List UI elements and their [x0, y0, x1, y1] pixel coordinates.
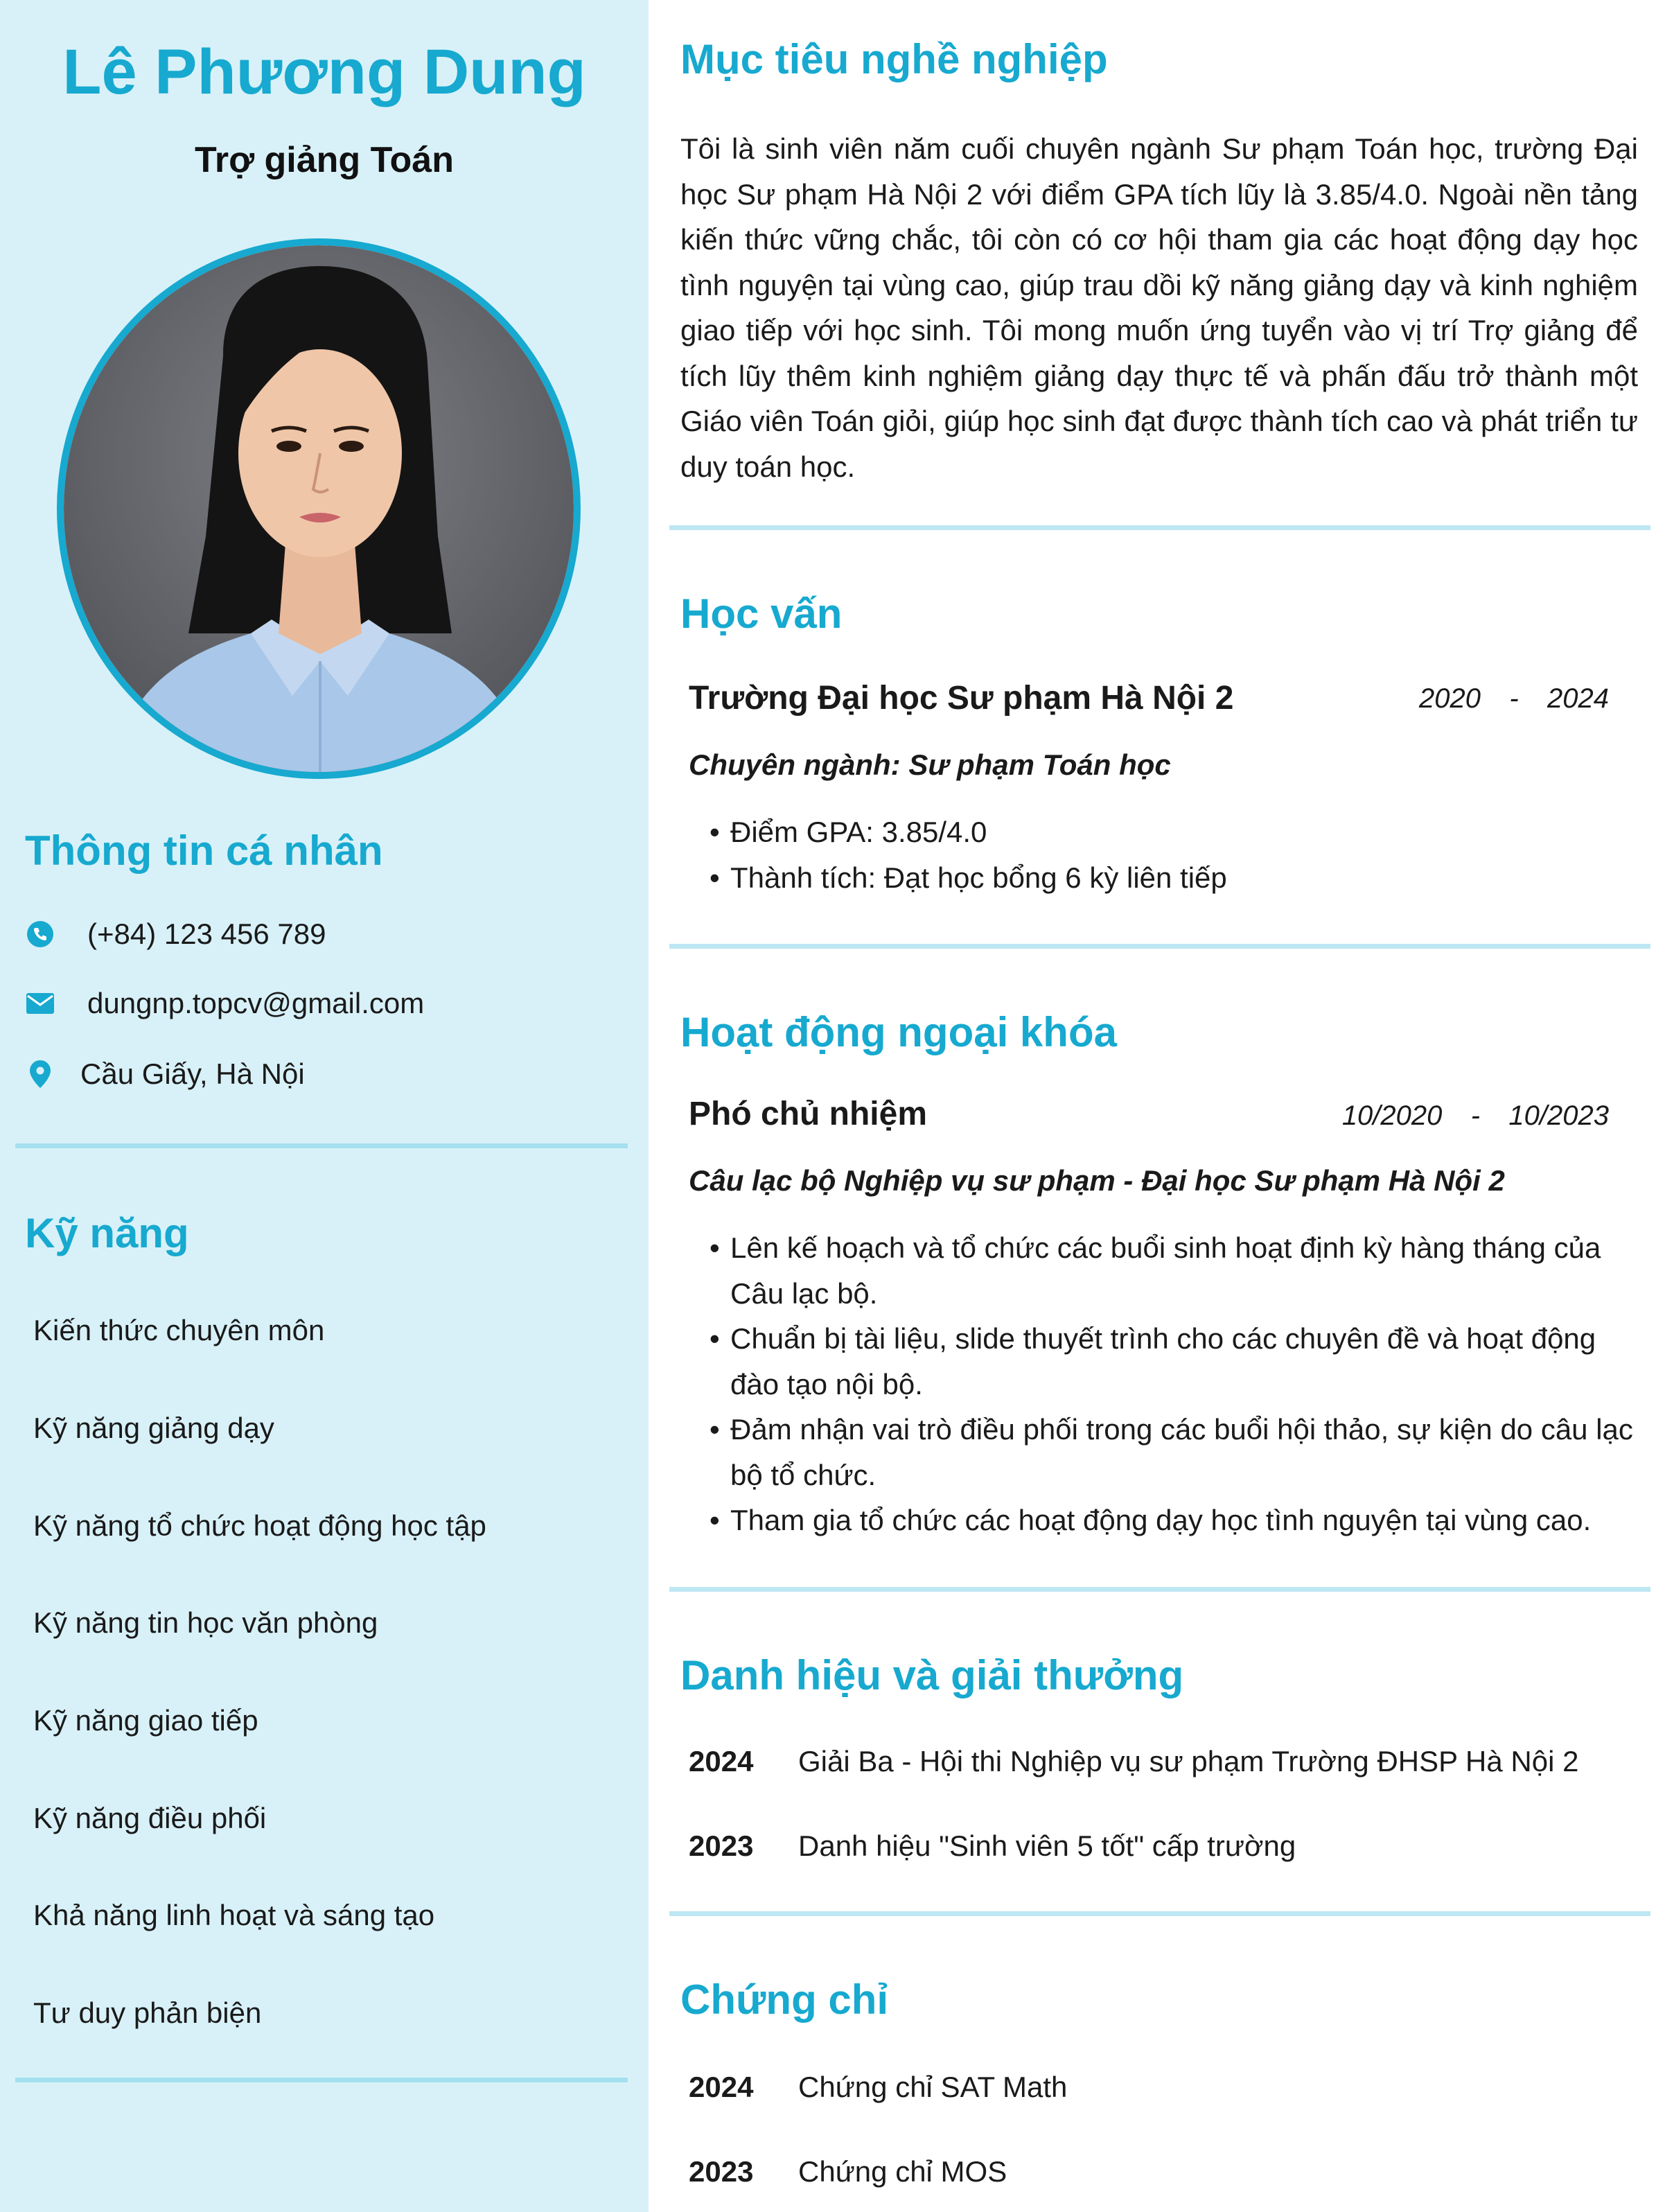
- certificate-year: 2023: [689, 2155, 754, 2188]
- education-end: 2024: [1547, 683, 1609, 714]
- phone-number[interactable]: (+84) 123 456 789: [87, 918, 326, 950]
- activity-start: 10/2020: [1341, 1100, 1443, 1131]
- skill-item: Kỹ năng tổ chức hoạt động học tập: [33, 1509, 486, 1542]
- candidate-name: Lê Phương Dung: [62, 37, 586, 107]
- skill-item: Kỹ năng giao tiếp: [33, 1704, 258, 1737]
- contact-email: [25, 983, 424, 1024]
- sidebar: [0, 0, 649, 2212]
- sidebar-divider: [15, 2078, 628, 2082]
- objective-heading: Mục tiêu nghề nghiệp: [680, 36, 1108, 82]
- section-divider: [669, 525, 1650, 530]
- objective-text: Tôi là sinh viên năm cuối chuyên ngành Sư phạm Toán học, trường Đại học Sư phạm Hà Nội 2 với điểm GPA tích lũy là 3.85/4.0. Ngoài nền tảng kiến thức vững chắc, tôi còn có cơ hội tham gia các hoạt động dạy học tình nguyện tại vùng cao, giúp trau dồi kỹ năng giảng dạy và kinh nghiệm giao tiếp với học sinh. Tôi mong muốn ứng tuyển vào vị trí Trợ giảng để tích lũy thêm kinh nghiệm giảng dạy thực tế và phấn đấu trở thành một Giáo viên Toán giỏi, giúp học sinh đạt được thành tích cao và phát triển tư duy toán học.: [680, 132, 1638, 483]
- award-row: [689, 1824, 1296, 1868]
- skill-item: Khả năng linh hoạt và sáng tạo: [33, 1899, 435, 1931]
- certificate-row: [689, 2150, 1007, 2194]
- address: Cầu Giấy, Hà Nội: [80, 1057, 305, 1090]
- contact-phone: [25, 913, 326, 955]
- section-divider: [669, 1911, 1650, 1916]
- skill-item: Tư duy phản biện: [33, 1996, 262, 2029]
- skill-item: Kỹ năng tin học văn phòng: [33, 1606, 378, 1639]
- list-item: • Lên kế hoạch và tổ chức các buổi sinh hoạt định kỳ hàng tháng của Câu lạc bộ.: [710, 1225, 1638, 1316]
- list-item: • Đảm nhận vai trò điều phối trong các buổi hội thảo, sự kiện do câu lạc bộ tổ chức.: [710, 1407, 1638, 1498]
- list-item: • Chuẩn bị tài liệu, slide thuyết trình cho các chuyên đề và hoạt động đào tạo nội bộ.: [710, 1316, 1638, 1407]
- activity-bullets: [710, 1225, 1638, 1543]
- personal-info-heading: Thông tin cá nhân: [25, 827, 383, 874]
- contact-address: [25, 1053, 305, 1095]
- skill-item: Kiến thức chuyên môn: [33, 1314, 325, 1346]
- award-text: Danh hiệu "Sinh viên 5 tốt" cấp trường: [798, 1829, 1296, 1862]
- date-separator: -: [1509, 683, 1519, 714]
- education-dates: [1419, 678, 1609, 719]
- list-item: • Thành tích: Đạt học bổng 6 kỳ liên tiếp: [710, 855, 1638, 901]
- skills-heading: Kỹ năng: [25, 1210, 189, 1256]
- activity-end: 10/2023: [1508, 1100, 1609, 1131]
- portrait-image: [64, 245, 574, 772]
- section-divider: [669, 1587, 1650, 1592]
- sidebar-divider: [15, 1143, 628, 1148]
- certificate-text: Chứng chỉ MOS: [798, 2155, 1007, 2188]
- section-divider: [669, 944, 1650, 949]
- certificate-year: 2024: [689, 2071, 754, 2103]
- education-major: Chuyên ngành: Sư phạm Toán học: [689, 748, 1171, 781]
- awards-heading: Danh hiệu và giải thưởng: [680, 1652, 1184, 1698]
- activity-position: Phó chủ nhiệm: [689, 1096, 928, 1132]
- award-text: Giải Ba - Hội thi Nghiệp vụ sư phạm Trường ĐHSP Hà Nội 2: [798, 1745, 1579, 1778]
- activity-organization: Câu lạc bộ Nghiệp vụ sư phạm - Đại học Sư phạm Hà Nội 2: [689, 1164, 1505, 1197]
- education-start: 2020: [1419, 683, 1481, 714]
- skill-item: Kỹ năng giảng dạy: [33, 1412, 274, 1444]
- education-heading: Học vấn: [680, 590, 843, 637]
- school-name: Trường Đại học Sư phạm Hà Nội 2: [689, 680, 1234, 717]
- certificate-row: [689, 2065, 1067, 2109]
- certificate-text: Chứng chỉ SAT Math: [798, 2071, 1068, 2103]
- phone-icon: [25, 919, 55, 949]
- candidate-role: Trợ giảng Toán: [194, 140, 454, 180]
- email-address[interactable]: dungnp.topcv@gmail.com: [87, 987, 425, 1019]
- list-item: • Tham gia tổ chức các hoạt động dạy học tình nguyện tại vùng cao.: [710, 1498, 1638, 1543]
- activity-dates: [1342, 1095, 1609, 1136]
- skill-item: Kỹ năng điều phối: [33, 1802, 267, 1834]
- award-year: 2023: [689, 1829, 754, 1862]
- education-bullets: [710, 809, 1638, 900]
- date-separator: -: [1470, 1100, 1481, 1131]
- award-year: 2024: [689, 1745, 754, 1778]
- list-item: • Điểm GPA: 3.85/4.0: [710, 809, 1638, 855]
- email-icon: [25, 988, 55, 1019]
- award-row: [689, 1739, 1578, 1784]
- activities-heading: Hoạt động ngoại khóa: [680, 1009, 1117, 1055]
- location-pin-icon: [25, 1059, 55, 1089]
- profile-photo: [57, 238, 581, 779]
- certificates-heading: Chứng chỉ: [680, 1976, 889, 2023]
